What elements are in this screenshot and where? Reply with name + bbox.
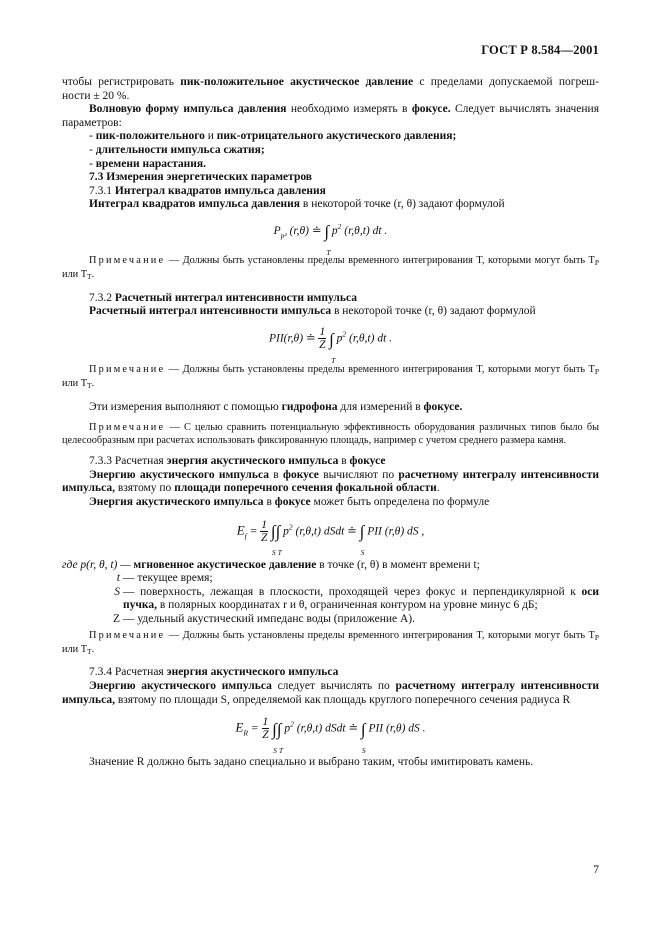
section-title: Измерения энергетических параметров	[106, 171, 313, 184]
text: в некоторой точке (r, θ) задают формулой	[300, 198, 505, 211]
section-title-term: энергия акустического импульса	[166, 455, 339, 468]
document-body	[62, 76, 599, 770]
formula-superscript: 2	[290, 719, 294, 729]
integral-lower-limit: S	[360, 548, 365, 558]
formula-subscript: p²	[280, 230, 287, 240]
hydrophone-paragraph	[62, 401, 599, 415]
list-term: пик-положительного	[95, 130, 205, 143]
fraction-numerator: 1	[319, 325, 326, 338]
section-number: 7.3.4	[89, 666, 112, 679]
fraction-denominator: Z	[262, 729, 269, 742]
term-bold: Энергию акустического импульса	[89, 679, 272, 692]
section-heading-7-3-3	[62, 455, 599, 469]
section-title: Интеграл квадратов импульса давления	[114, 184, 326, 197]
variable-description: — удельный акустический импеданс воды (приложение А).	[123, 612, 415, 625]
variable-symbol: Z	[112, 612, 120, 625]
integral-icon: ∫	[276, 719, 282, 739]
formula-superscript: 2	[337, 221, 342, 231]
term-bold: Энергию акустического импульса	[89, 468, 269, 481]
term-bold: фокусе.	[423, 400, 463, 413]
definition-paragraph	[62, 198, 599, 212]
section-title-term: энергия акустического импульса	[166, 666, 339, 679]
term-bold: фокусе	[274, 495, 311, 508]
formula-pulse-intensity-integral	[62, 319, 599, 365]
text: с пределами допускаемой погреш-ности ± 20 %.	[62, 76, 599, 102]
formula-symbol: PII(r,θ) ≐	[268, 332, 316, 345]
text: взятому по	[114, 482, 175, 495]
formula-args: (r,θ,t) dt .	[341, 224, 388, 237]
integral-sign-group	[360, 719, 366, 755]
list-dash: -	[89, 130, 93, 143]
integral-icon: ∫	[360, 719, 366, 739]
section-heading-7-3-2	[62, 292, 599, 306]
section-heading-7-3-4	[62, 666, 599, 680]
term-bold: площади поперечного сечения фокальной области	[174, 482, 437, 495]
note-subscript: P	[594, 257, 599, 267]
energy-definition-paragraph	[62, 496, 599, 510]
list-term: пик-отрицательного акустического давления;	[216, 130, 457, 143]
text: необходимо измерять в	[286, 103, 412, 116]
formula-radius-energy	[62, 707, 599, 753]
variable-symbol: где p(r, θ, t) —	[62, 558, 134, 571]
integral-icon: ∫	[270, 522, 276, 542]
fraction-numerator: 1	[261, 518, 268, 531]
list-term: времени нарастания.	[95, 157, 207, 170]
where-row	[62, 586, 599, 613]
section-title: в	[338, 455, 350, 468]
term-bold: расчетному интегралу интенсивности импульса,	[62, 468, 599, 495]
definition-paragraph	[62, 305, 599, 319]
formula-integrand: p	[283, 525, 289, 538]
integral-sign-group	[359, 522, 365, 558]
variable-description	[123, 586, 599, 613]
note-subscript: P	[594, 632, 599, 642]
formula-fraction	[262, 717, 270, 741]
text: Следует вычислять значения параметров:	[62, 103, 599, 129]
formula-equals: =	[246, 525, 261, 538]
text: .	[436, 482, 440, 495]
note-text: — Должны быть установлены пределы временного интегрирования T, которыми могут быть T	[165, 363, 595, 375]
note-label: Примечание	[89, 363, 166, 375]
text: следует вычислять по	[271, 679, 396, 692]
section-number: 7.3	[89, 171, 104, 184]
list-dash: -	[89, 143, 93, 156]
section-title-term: фокусе	[349, 455, 386, 468]
note-text: или T	[62, 269, 88, 281]
integral-sign-group	[276, 719, 283, 755]
formula-subscript: R	[243, 728, 248, 738]
integral-icon: ∫	[275, 522, 281, 542]
note-paragraph	[62, 364, 599, 393]
variable-definitions	[62, 559, 599, 627]
text: может быть определена по формуле	[310, 495, 490, 508]
text: для измерений в	[337, 400, 424, 413]
formula-symbol: E	[236, 522, 245, 538]
formula-equals: =	[248, 722, 262, 735]
term-bold: пик-положительное акустическое давление	[180, 76, 414, 88]
note-text: или T	[62, 378, 88, 390]
formula-symbol: E	[235, 719, 244, 735]
note-text: — Должны быть установлены пределы временного интегрирования T, которыми могут быть T	[165, 254, 595, 266]
integral-icon: ∫	[359, 522, 365, 542]
variable-description: — текущее время;	[123, 572, 213, 585]
integral-sign-group	[275, 522, 282, 558]
note-text: — С целью сравнить потенциальную эффективность оборудования различных типов было бы целесообразным при расчетах использовать фиксированную площадь, например с учетом среднего размера камня.	[62, 422, 599, 446]
page-header-standard: ГОСТ Р 8.584—2001	[481, 43, 599, 57]
note-paragraph	[62, 422, 599, 447]
list-item	[62, 130, 599, 144]
term-bold: фокусе	[283, 468, 319, 481]
final-paragraph: Значение R должно быть задано специально и выбрано таким, чтобы имитировать камень.	[89, 756, 534, 769]
integral-lower-limit: T	[278, 745, 283, 755]
formula-symbol: P	[273, 224, 281, 237]
text: взятому по площади S, определяемой как площадь круглого поперечного сечения радиуса R	[114, 693, 571, 706]
fraction-denominator: Z	[260, 531, 268, 544]
integral-lower-limit: S	[273, 745, 277, 755]
term-bold: Волновую форму импульса давления	[89, 103, 287, 116]
note-subscript: T	[87, 646, 92, 656]
text: вычисляют по	[318, 468, 399, 481]
term-bold: Энергия акустического импульса	[89, 495, 264, 508]
integral-lower-limit: T	[331, 355, 336, 365]
fraction-numerator: 1	[262, 716, 269, 729]
note-paragraph	[62, 630, 599, 659]
note-subscript: P	[594, 366, 599, 376]
text: в	[263, 495, 275, 508]
energy-paragraph	[62, 469, 599, 496]
text: в точке (r, θ) в момент времени t;	[316, 558, 480, 571]
formula-subscript: f	[244, 531, 247, 541]
section-heading-7-3	[62, 171, 599, 185]
term-bold: гидрофона	[281, 400, 338, 413]
variable-symbol: t	[116, 572, 120, 585]
text: в некоторой точке (r, θ) задают формулой	[331, 305, 536, 318]
text: и	[204, 130, 217, 143]
integral-lower-limit: T	[326, 247, 331, 257]
term-bold: фокусе.	[411, 103, 451, 116]
formula-integrand: p	[284, 722, 291, 735]
formula-fraction	[260, 520, 268, 544]
section-number: 7.3.2	[89, 291, 112, 304]
section-title: Расчетный интеграл интенсивности импульса	[114, 291, 357, 304]
formula-args: (r,θ) ≐	[286, 224, 322, 237]
integral-icon: ∫	[329, 329, 334, 349]
page-number: 7	[593, 864, 599, 877]
integral-icon: ∫	[272, 719, 277, 739]
formula-superscript: 2	[342, 329, 347, 339]
note-subscript: T	[87, 381, 92, 391]
waveform-paragraph	[62, 103, 599, 130]
formula-superscript: 2	[288, 522, 293, 532]
section-title: Расчетная	[114, 666, 167, 679]
note-text: .	[91, 643, 95, 655]
note-label: Примечание	[89, 422, 166, 434]
note-text: .	[91, 269, 95, 281]
integral-lower-limit: S	[271, 548, 276, 558]
term-bold: мгновенное акустическое давление	[133, 558, 317, 571]
text: в	[268, 468, 283, 481]
formula-integrand: p	[331, 224, 338, 237]
note-label: Примечание	[89, 629, 166, 641]
list-item	[62, 144, 599, 158]
list-dash: -	[89, 157, 93, 170]
section-title: Расчетная	[114, 455, 167, 468]
term-bold: расчетному интегралу интенсивности импульса,	[62, 679, 600, 706]
note-text: — Должны быть установлены пределы временного интегрирования T, которыми могут быть T	[165, 629, 595, 641]
formula-args: PII (r,θ) dS .	[368, 722, 426, 735]
variable-symbol: S	[114, 585, 120, 598]
term-bold: Интеграл квадратов импульса давления	[89, 198, 301, 211]
text: в полярных координатах r и θ, ограниченная контуром на уровне минус 6 дБ;	[156, 599, 538, 612]
formula-args: (r,θ,t) dSdt ≐	[292, 525, 357, 538]
integral-icon: ∫	[324, 221, 330, 241]
integral-lower-limit: T	[277, 548, 282, 558]
text: Эти измерения выполняют с помощью	[89, 400, 282, 413]
where-row	[62, 572, 599, 586]
list-item	[62, 158, 599, 172]
formula-focal-energy	[62, 510, 599, 556]
formula-args: (r,θ,t) dt .	[346, 332, 393, 345]
energy-radius-paragraph	[62, 680, 599, 707]
section-number: 7.3.1	[89, 184, 112, 197]
params-list	[62, 130, 599, 171]
fraction-denominator: Z	[319, 338, 326, 351]
text: чтобы регистрировать	[62, 76, 181, 88]
note-label: Примечание	[89, 254, 166, 266]
where-line	[62, 559, 599, 573]
section-number: 7.3.3	[89, 455, 112, 468]
formula-pressure-squared-integral	[62, 212, 599, 257]
integral-sign-group	[329, 329, 336, 365]
note-subscript: T	[87, 272, 92, 282]
note-text: или T	[62, 643, 88, 655]
formula-args: (r,θ,t) dSdt ≐	[293, 722, 359, 735]
integral-sign-group	[324, 221, 331, 257]
term-bold: Расчетный интеграл интенсивности импульса	[89, 305, 332, 318]
text: — поверхность, лежащая в плоскости, проходящей через фокус и перпендикулярной к	[123, 585, 582, 598]
term-bold: оси пучка,	[123, 585, 599, 612]
section-heading-7-3-1	[62, 185, 599, 199]
integral-lower-limit: S	[361, 745, 366, 755]
intro-paragraph	[62, 76, 599, 103]
formula-integrand: p	[336, 332, 343, 345]
formula-args: PII (r,θ) dS ,	[367, 525, 425, 538]
where-row	[62, 613, 599, 627]
list-term: длительности импульса сжатия;	[95, 143, 265, 156]
formula-fraction	[318, 327, 326, 351]
note-text: .	[91, 378, 95, 390]
